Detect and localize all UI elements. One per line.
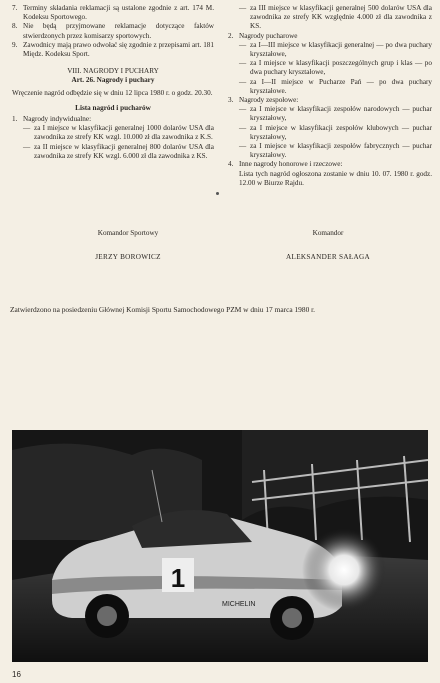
item-text: Zawodnicy mają prawo odwołać się zgodnie z przepisami art. 181 Międz. Kodeksu Sport. [23, 40, 214, 59]
item-number: 3. [228, 96, 234, 105]
rally-car-illustration [12, 430, 428, 662]
list-title: Lista nagród i pucharów [75, 103, 151, 112]
section-title: VIII. NAGRODY I PUCHARY [67, 67, 159, 76]
item-text: Nagrody zespołowe: [239, 96, 299, 105]
trophy-award-1: — za I—III miejsce w klasyfikacji generalnej — po dwa puchary kryształowe, [239, 40, 432, 59]
award-text: za I miejsce w klasyfikacji zespołów narodowych — puchar kryształowy, [250, 105, 432, 123]
approval-statement: Zatwierdzono na posiedzeniu Głównej Komisji Sportu Samochodowego PZM w dniu 17 marca 1980 r. [10, 305, 316, 314]
headlight-glow [302, 528, 386, 612]
item-number: 4. [228, 160, 234, 169]
award-text: za I miejsce w klasyfikacji zespołów klubowych — puchar kryształowy, [250, 123, 432, 141]
award-text: za I miejsce w klasyfikacji poszczególnych grup i klas — po dwa puchary kryształowe, [250, 59, 432, 77]
award-text: za III miejsce w klasyfikacji generalnej 500 dolarów USA dla zawodnika ze strefy KK względnie 4.000 zł dla zawodnika z KS. [250, 4, 432, 31]
rule-item-7 [12, 4, 214, 22]
item-number: 2. [228, 31, 234, 40]
rule-item-9 [12, 41, 214, 59]
separator-dot [216, 192, 219, 195]
item-text: Nagrody indywidualne: [23, 115, 92, 124]
right-column [228, 4, 432, 188]
item-text: Nagrody pucharowe [239, 31, 298, 40]
signature-role-left: Komandor Sportowy [97, 229, 159, 237]
award-text: za I miejsce w klasyfikacji zespołów fabrycznych — puchar kryształowy. [250, 142, 432, 160]
team-award-3: — za I miejsce w klasyfikacji zespołów fabrycznych — puchar kryształowy. [239, 142, 432, 160]
rule-item-8 [12, 22, 214, 40]
award-text: za I—II miejsce w Pucharze Pań — po dwa puchary kryształowe. [250, 77, 432, 95]
item-number: 9. [12, 40, 18, 49]
team-awards-heading [228, 96, 432, 105]
individual-award-1: — za I miejsce w klasyfikacji generalnej 1000 dolarów USA dla zawodnika ze strefy KK wzgl. 10.000 zł dla zawodnika z K.S. [23, 124, 214, 142]
trophy-award-3: — za I—II miejsce w Pucharze Pań — po dwa puchary kryształowe. [239, 77, 432, 95]
award-text: za I—III miejsce w klasyfikacji generalnej — po dwa puchary kryształowe, [250, 40, 432, 59]
race-number: 1 [170, 563, 186, 593]
signature-name-right: ALEKSANDER SAŁAGA [286, 253, 370, 261]
signature-role-right: Komandor [312, 229, 344, 237]
team-award-1: — za I miejsce w klasyfikacji zespołów narodowych — puchar kryształowy, [239, 105, 432, 123]
award-text: za I miejsce w klasyfikacji generalnej 1000 dolarów USA dla zawodnika ze strefy KK wzgl. 10.000 zł dla zawodnika z K.S. [34, 124, 214, 142]
left-column [12, 4, 214, 161]
individual-awards-heading [12, 115, 214, 124]
trophy-award-2: — za I miejsce w klasyfikacji poszczególnych grup i klas — po dwa puchary kryształowe, [239, 59, 432, 77]
award-paragraph: Wręczenie nagród odbędzie się w dniu 12 lipca 1980 r. o godz. 20.30. [12, 88, 213, 97]
item-number: 7. [12, 4, 18, 12]
article-heading: Art. 26. Nagrody i puchary [71, 76, 155, 85]
individual-award-3: — za III miejsce w klasyfikacji generalnej 500 dolarów USA dla zawodnika ze strefy KK względnie 4.000 zł dla zawodnika z KS. [239, 4, 432, 31]
item-number: 1. [12, 115, 18, 124]
trophy-awards-heading [228, 32, 432, 41]
award-text: za II miejsce w klasyfikacji generalnej 800 dolarów USA dla zawodnika ze strefy KK wzgl. 6.000 zł dla zawodnika z KS. [34, 142, 214, 160]
item-text: Inne nagrody honorowe i rzeczowe: [239, 160, 343, 169]
page-number: 16 [12, 670, 21, 679]
item-text: Nie będą przyjmowane reklamacje dotyczące faktów stwierdzonych przez komisarzy sportowych. [23, 22, 214, 40]
rally-car-photo [12, 430, 428, 662]
individual-award-2: — za II miejsce w klasyfikacji generalnej 800 dolarów USA dla zawodnika ze strefy KK wzgl. 6.000 zł dla zawodnika z KS. [23, 142, 214, 160]
sponsor-decal: MICHELIN [222, 601, 256, 608]
team-award-2: — za I miejsce w klasyfikacji zespołów klubowych — puchar kryształowy, [239, 123, 432, 141]
item-number: 8. [12, 22, 18, 31]
item-text: Terminy składania reklamacji są ustalone zgodnie z art. 174 M. Kodeksu Sportowego. [23, 4, 214, 22]
other-awards-heading [228, 160, 432, 169]
other-awards-text: Lista tych nagród ogłoszona zostanie w dniu 10. 07. 1980 r. godz. 12.00 w Biurze Rajdu. [239, 169, 432, 187]
signature-name-left: JERZY BOROWICZ [95, 253, 161, 261]
